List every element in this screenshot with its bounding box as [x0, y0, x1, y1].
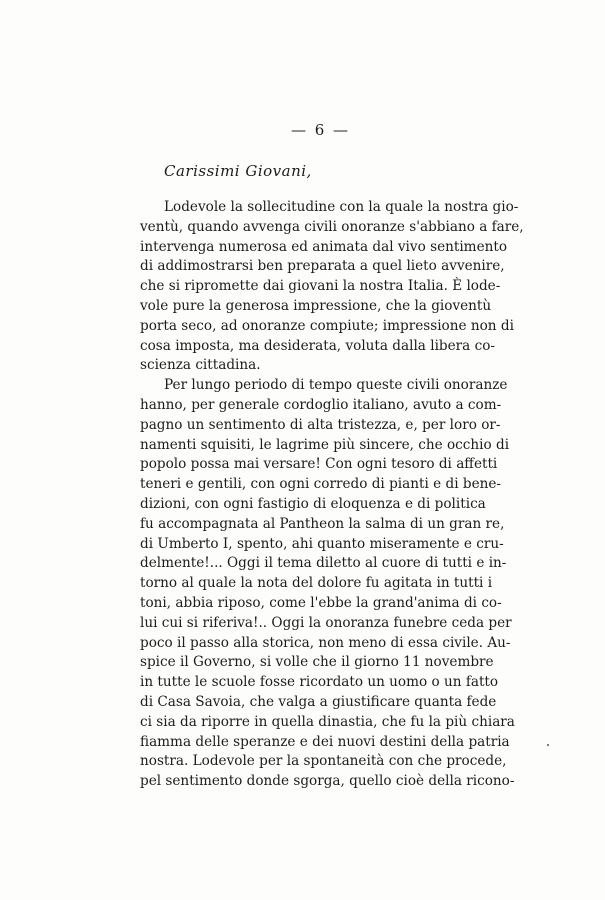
- salutation: Carissimi Giovani,: [164, 162, 312, 180]
- text-line: namenti squisiti, le lagrime più sincere, che occhio di: [140, 436, 510, 453]
- text-line: ventù, quando avvenga civili onoranze s'abbiano a fare,: [140, 218, 524, 235]
- text-line: pagno un sentimento di alta tristezza, e, per loro or-: [140, 416, 501, 433]
- text-line: poco il passo alla storica, non meno di essa civile. Au-: [140, 634, 511, 651]
- text-line: fu accompagnata al Pantheon la salma di un gran re,: [140, 515, 505, 532]
- body-text: [140, 198, 524, 792]
- text-line: Per lungo periodo di tempo queste civili onoranze: [164, 377, 508, 394]
- text-line: dizioni, con ogni fastigio di eloquenza e di politica: [140, 495, 486, 512]
- text-line: popolo possa mai versare! Con ogni tesoro di affetti: [140, 456, 498, 473]
- text-line: di addimostrarsi ben preparata a quel lieto avvenire,: [140, 258, 505, 275]
- text-line: teneri e gentili, con ogni corredo di pianti e di bene-: [140, 476, 502, 493]
- text-line: torno al quale la nota del dolore fu agitata in tutti i: [140, 575, 493, 592]
- text-line: vole pure la generosa impressione, che la gioventù: [140, 297, 492, 314]
- text-line: in tutte le scuole fosse ricordato un uomo o un fatto: [140, 674, 499, 691]
- text-line: ci sia da riporre in quella dinastia, che fu la più chiara: [140, 713, 515, 730]
- text-line: scienza cittadina.: [140, 357, 261, 374]
- text-line: cosa imposta, ma desiderata, voluta dalla libera co-: [140, 337, 495, 354]
- text-line: che si ripromette dai giovani la nostra Italia. È lode-: [140, 278, 501, 295]
- text-line: lui cui si riferiva!.. Oggi la onoranza funebre ceda per: [140, 614, 512, 631]
- text-line: pel sentimento donde sgorga, quello cioè della ricono-: [140, 773, 515, 790]
- page-number: — 6 —: [290, 121, 351, 139]
- text-line: di Umberto I, spento, ahi quanto miseramente e cru-: [140, 535, 504, 552]
- text-line: Lodevole la sollecitudine con la quale la nostra gio-: [164, 199, 519, 215]
- text-line: di Casa Savoia, che valga a giustificare quanta fede: [140, 693, 497, 710]
- text-line: spice il Governo, si volle che il giorno 11 novembre: [140, 654, 494, 671]
- text-line: delmente!... Oggi il tema diletto al cuore di tutti e in-: [140, 555, 507, 572]
- text-line: porta seco, ad onoranze compiute; impressione non di: [140, 317, 514, 334]
- text-line: intervenga numerosa ed animata dal vivo sentimento: [140, 238, 508, 255]
- text-line: nostra. Lodevole per la spontaneità con che procede,: [140, 753, 507, 770]
- margin-dot: [547, 744, 549, 746]
- text-line: hanno, per generale cordoglio italiano, avuto a com-: [140, 396, 502, 413]
- text-line: fiamma delle speranze e dei nuovi destini della patria: [140, 733, 510, 750]
- text-line: toni, abbia riposo, come l'ebbe la grand'anima di co-: [140, 594, 502, 611]
